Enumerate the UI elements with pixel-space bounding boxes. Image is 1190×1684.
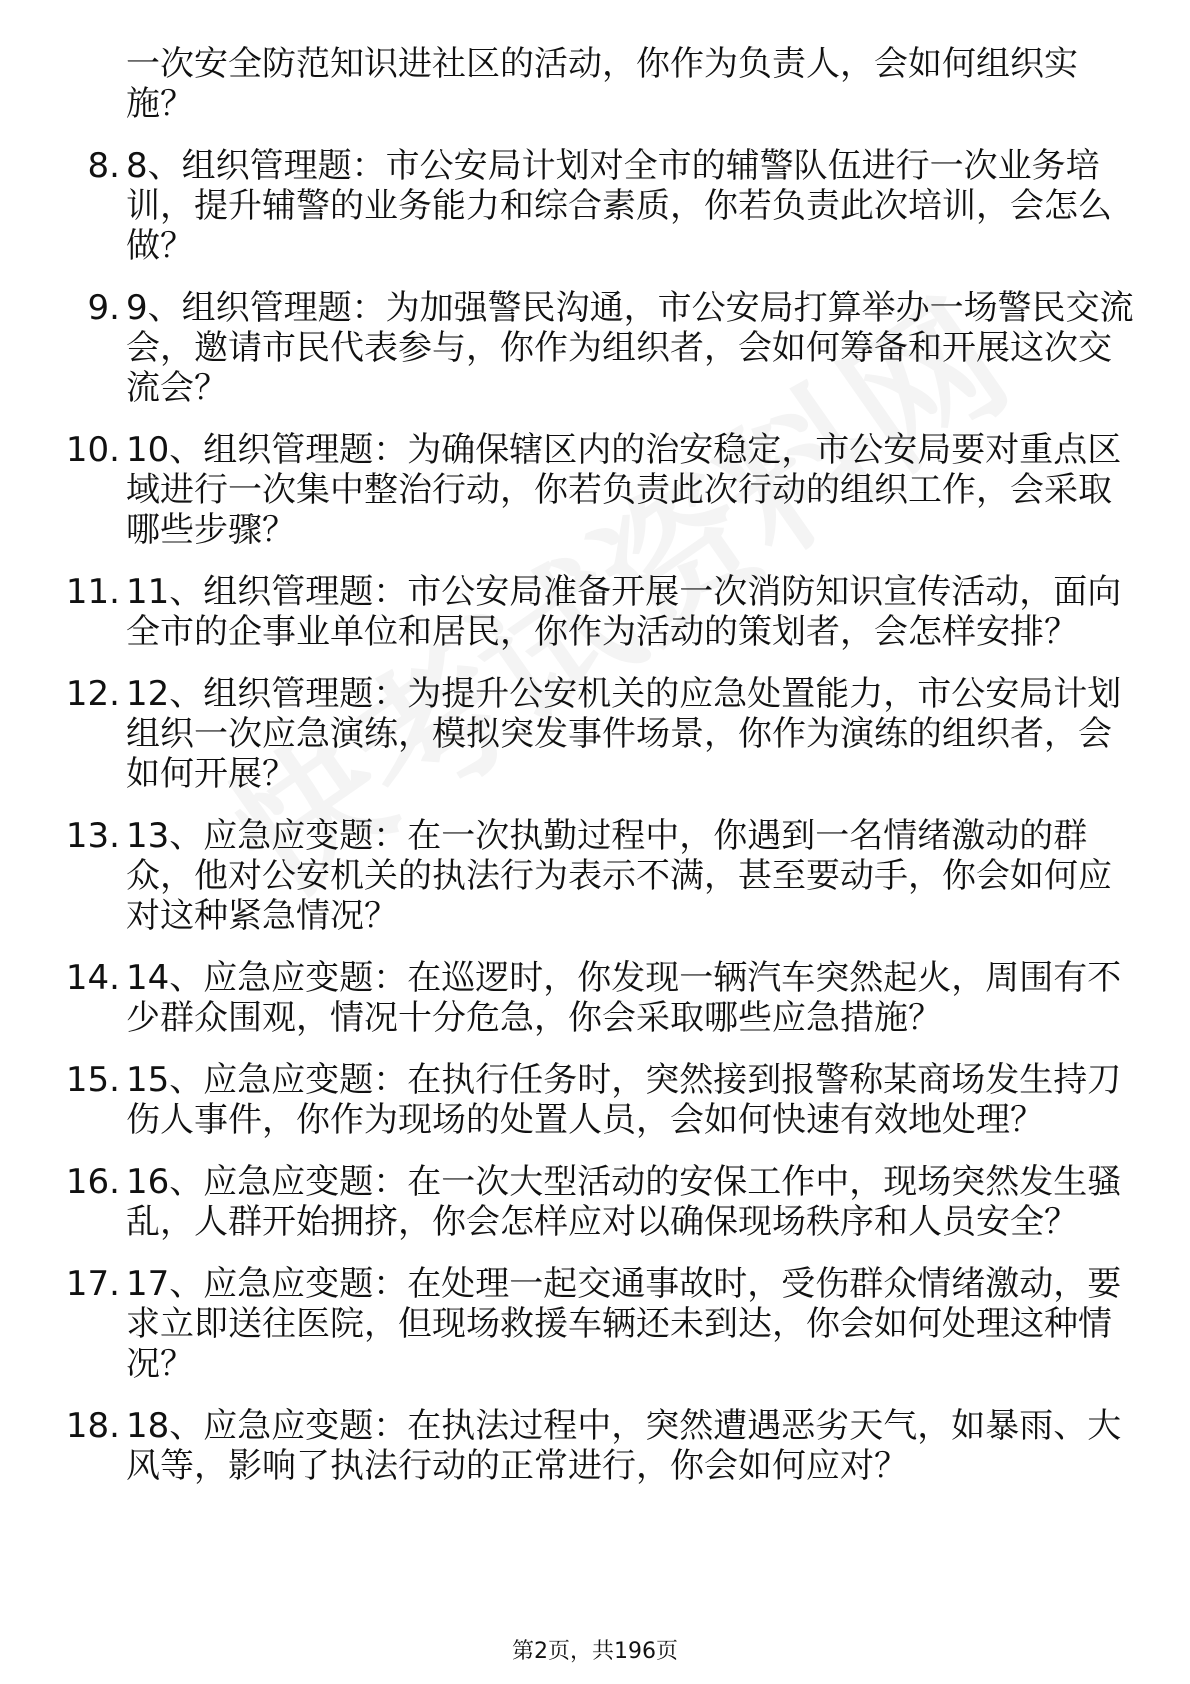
list-item [65, 1060, 1136, 1140]
item-text: 11、组织管理题：市公安局准备开展一次消防知识宣传活动，面向全市的企事业单位和居民，你作为活动的策划者，会怎样安排？ [126, 572, 1122, 652]
list-item [65, 958, 1136, 1038]
item-text: 一次安全防范知识进社区的活动，你作为负责人，会如何组织实施？ [126, 44, 1078, 124]
item-number: 10. [65, 430, 120, 470]
item-number: 9. [87, 288, 120, 328]
continuation-paragraph [126, 44, 1136, 124]
list-item [65, 1264, 1136, 1384]
item-text: 14、应急应变题：在巡逻时，你发现一辆汽车突然起火，周围有不少群众围观，情况十分危急，你会采取哪些应急措施？ [126, 958, 1122, 1038]
item-text: 13、应急应变题：在一次执勤过程中，你遇到一名情绪激动的群众，他对公安机关的执法行为表示不满，甚至要动手，你会如何应对这种紧急情况？ [126, 816, 1112, 936]
item-text: 9、组织管理题：为加强警民沟通，市公安局打算举办一场警民交流会，邀请市民代表参与，你作为组织者，会如何筹备和开展这次交流会？ [126, 288, 1134, 408]
list-item [65, 430, 1136, 550]
list-item [65, 572, 1136, 652]
list-item [65, 816, 1136, 936]
item-number: 18. [65, 1406, 120, 1446]
item-number: 17. [65, 1264, 120, 1304]
item-number: 11. [65, 572, 120, 612]
item-number: 13. [65, 816, 120, 856]
item-text: 12、组织管理题：为提升公安机关的应急处置能力，市公安局计划组织一次应急演练，模拟突发事件场景，你作为演练的组织者，会如何开展？ [126, 674, 1122, 794]
item-number: 14. [65, 958, 120, 998]
item-text: 16、应急应变题：在一次大型活动的安保工作中，现场突然发生骚乱，人群开始拥挤，你会怎样应对以确保现场秩序和人员安全？ [126, 1162, 1122, 1242]
item-number: 15. [65, 1060, 120, 1100]
item-text: 8、组织管理题：市公安局计划对全市的辅警队伍进行一次业务培训，提升辅警的业务能力和综合素质，你若负责此次培训，会怎么做？ [126, 146, 1112, 266]
list-item [65, 1406, 1136, 1486]
list-item [87, 288, 1136, 408]
item-number: 12. [65, 674, 120, 714]
list-item [65, 674, 1136, 794]
item-text: 18、应急应变题：在执法过程中，突然遭遇恶劣天气，如暴雨、大风等，影响了执法行动的正常进行，你会如何应对？ [126, 1406, 1122, 1486]
page-number-label: 第2页，共196页 [512, 1639, 678, 1664]
question-list [0, 44, 1190, 1508]
item-text: 10、组织管理题：为确保辖区内的治安稳定，市公安局要对重点区域进行一次集中整治行动，你若负责此次行动的组织工作，会采取哪些步骤？ [126, 430, 1122, 550]
item-number: 8. [87, 146, 120, 186]
item-text: 15、应急应变题：在执行任务时，突然接到报警称某商场发生持刀伤人事件，你作为现场的处置人员，会如何快速有效地处理？ [126, 1060, 1122, 1140]
item-number: 16. [65, 1162, 120, 1202]
list-item [65, 1162, 1136, 1242]
list-item [87, 146, 1136, 266]
page-footer [0, 1638, 1190, 1666]
item-text: 17、应急应变题：在处理一起交通事故时，受伤群众情绪激动，要求立即送往医院，但现场救援车辆还未到达，你会如何处理这种情况？ [126, 1264, 1122, 1384]
